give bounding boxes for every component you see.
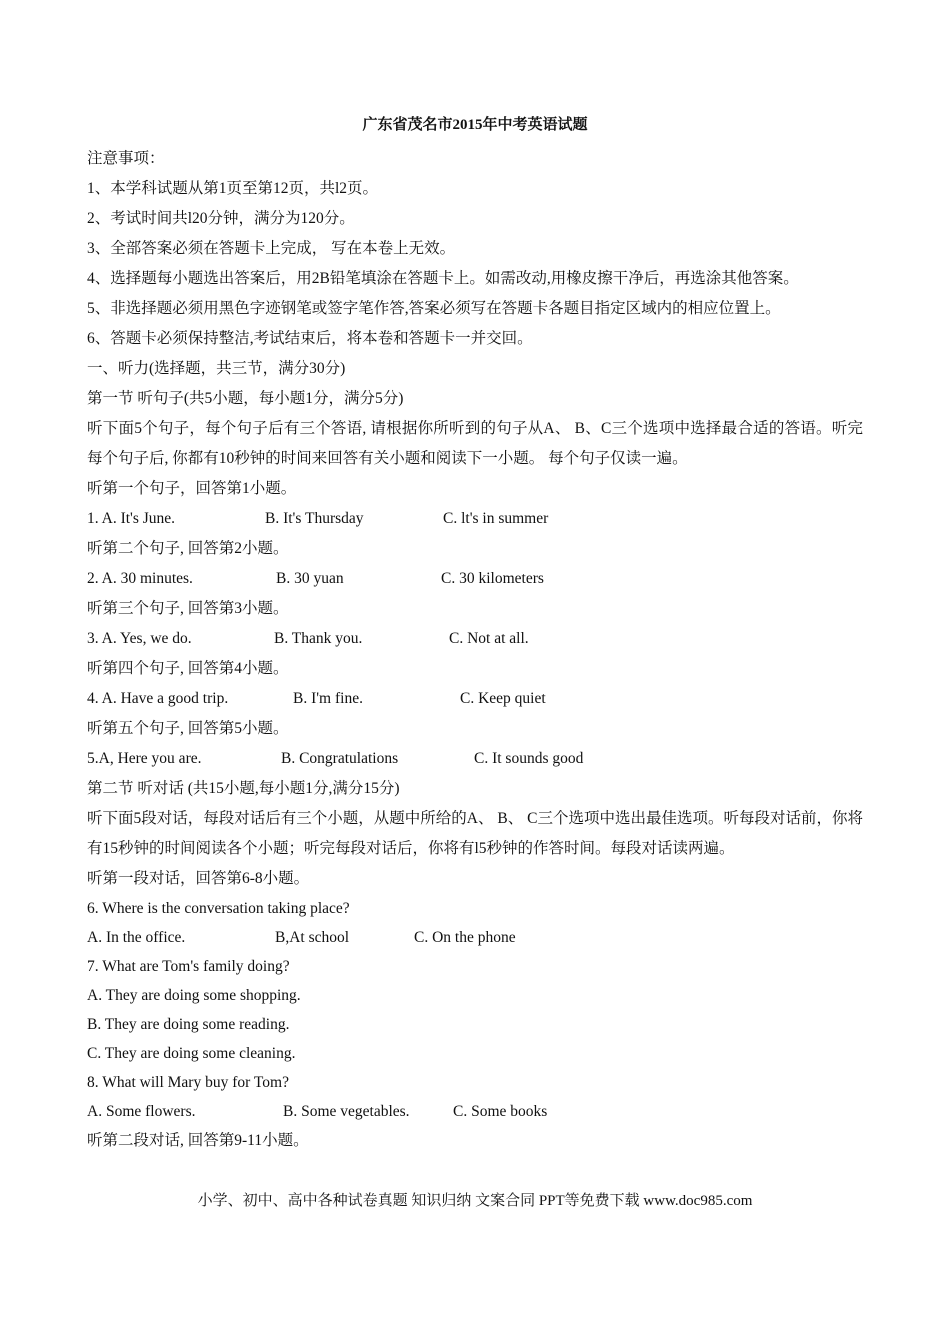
option-a: 3. A. Yes, we do. — [87, 630, 192, 647]
option-c: C. It sounds good — [474, 750, 584, 767]
option-b: B,At school — [275, 929, 350, 946]
section1-instructions: 听下面5个句子，每个句子后有三个答语, 请根据你所听到的句子从A、 B、C三个选项中选择最合适的答语。听完每个句子后, 你都有10秒钟的时间来回答有关小题和阅读下一小题。 每个句子仅读一遍。 — [87, 420, 863, 467]
option-a: 1. A. It's June. — [87, 510, 176, 527]
notice-item: 1、本学科试题从第1页至第12页，共l2页。 — [87, 180, 379, 197]
question-options — [87, 684, 863, 714]
question-options — [87, 923, 863, 952]
notice-item: 5、非选择题必须用黑色字迹钢笔或签字笔作答,答案必须写在答题卡各题目指定区域内的相应位置上。 — [87, 300, 781, 317]
notice-heading: 注意事项： — [87, 150, 165, 167]
question-options — [87, 744, 863, 774]
option-c: C. Keep quiet — [460, 690, 546, 707]
notice-item: 2、考试时间共l20分钟，满分为120分。 — [87, 210, 355, 227]
page-footer: 小学、初中、高中各种试卷真题 知识归纳 文案合同 PPT等免费下载 www.doc985.com — [197, 1193, 753, 1209]
option-b: B. I'm fine. — [293, 690, 363, 707]
part1-heading: 一、听力(选择题，共三节，满分30分) — [87, 360, 346, 377]
question-options — [87, 624, 863, 654]
option-b: B. They are doing some reading. — [87, 1016, 290, 1033]
option-c: C. On the phone — [414, 929, 516, 946]
question-options — [87, 1097, 863, 1126]
notice-item: 6、答题卡必须保持整洁,考试结束后，将本卷和答题卡一并交回。 — [87, 330, 533, 347]
question-stem: 7. What are Tom's family doing? — [87, 958, 290, 975]
question-stem: 6. Where is the conversation taking place? — [87, 900, 350, 917]
option-c: C. Not at all. — [449, 630, 529, 647]
option-b: B. Some vegetables. — [283, 1103, 410, 1120]
notice-item: 3、全部答案必须在答题卡上完成， 写在本卷上无效。 — [87, 240, 456, 257]
option-b: B. Congratulations — [281, 750, 399, 767]
notice-item: 4、选择题每小题选出答案后，用2B铅笔填涂在答题卡上。如需改动,用橡皮擦干净后，再选涂其他答案。 — [87, 270, 799, 287]
question-options — [87, 564, 863, 594]
option-a: 4. A. Have a good trip. — [87, 690, 229, 707]
page-title: 广东省茂名市2015年中考英语试题 — [362, 117, 588, 133]
question-prompt: 听第四个句子, 回答第4小题。 — [87, 660, 289, 677]
option-a: A. They are doing some shopping. — [87, 987, 301, 1004]
option-a: A. Some flowers. — [87, 1103, 196, 1120]
option-a: 5.A, Here you are. — [87, 750, 202, 767]
option-b: B. It's Thursday — [265, 510, 364, 527]
section1-heading: 第一节 听句子(共5小题，每小题1分，满分5分) — [87, 390, 404, 407]
option-a: A. In the office. — [87, 929, 186, 946]
option-a: 2. A. 30 minutes. — [87, 570, 193, 587]
question-prompt: 听第三个句子, 回答第3小题。 — [87, 600, 289, 617]
question-prompt: 听第一个句子，回答第1小题。 — [87, 480, 297, 497]
section2-heading: 第二节 听对话 (共15小题,每小题1分,满分15分) — [87, 780, 400, 797]
dialog-prompt: 听第二段对话, 回答第9-11小题。 — [87, 1132, 309, 1149]
option-b: B. 30 yuan — [276, 570, 344, 587]
option-c: C. 30 kilometers — [441, 570, 544, 587]
option-c: C. Some books — [453, 1103, 548, 1120]
question-prompt: 听第二个句子, 回答第2小题。 — [87, 540, 289, 557]
question-prompt: 听第五个句子, 回答第5小题。 — [87, 720, 289, 737]
section2-instructions: 听下面5段对话，每段对话后有三个小题，从题中所给的A、 B、 C三个选项中选出最佳选项。听每段对话前，你将有15秒钟的时间阅读各个小题；听完每段对话后，你将有l5秒钟的作答时间。每段对话读两遍。 — [87, 810, 863, 857]
option-c: C. lt's in summer — [443, 510, 549, 527]
question-stem: 8. What will Mary buy for Tom? — [87, 1074, 289, 1091]
question-options — [87, 504, 863, 534]
exam-content — [87, 144, 863, 1155]
option-b: B. Thank you. — [274, 630, 363, 647]
option-c: C. They are doing some cleaning. — [87, 1045, 296, 1062]
dialog-prompt: 听第一段对话，回答第6-8小题。 — [87, 870, 310, 887]
